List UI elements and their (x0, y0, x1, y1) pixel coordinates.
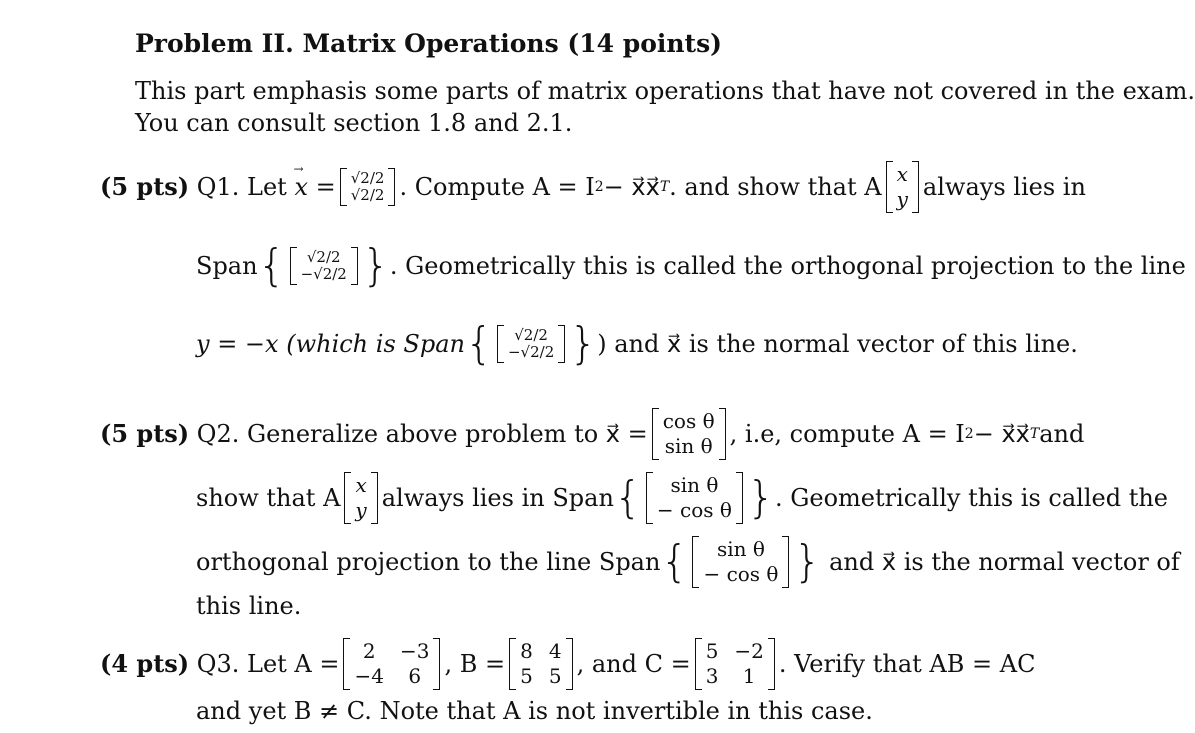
q1-x-entry-1: √2/2 (350, 168, 385, 187)
q1-line3-end: ) and x⃗ is the normal vector of this line. (597, 330, 1078, 358)
q2-xy-entry-1: x (355, 473, 367, 497)
q1-span2-entry-2: −√2/2 (507, 343, 555, 361)
q1-geometric: . Geometrically this is called the orthogonal projection to the line (389, 252, 1186, 280)
q1-span-label: Span (196, 252, 258, 280)
q2-ie: , i.e, compute A = I (729, 420, 965, 448)
q1-x-vector (340, 168, 396, 207)
intro-line-2: You can consult section 1.8 and 2.1. (135, 109, 573, 137)
q2-x-vector (652, 408, 726, 460)
x-vector-symbol: x → (294, 175, 308, 199)
q1-and-show: . and show that A (669, 173, 882, 201)
q2-line-1: (5 pts) Q2. Generalize above problem to x⃗ = cos θ sin θ , i.e, compute A = I 2 − x⃗x⃗ T and (100, 409, 1085, 458)
q1-line-2: Span { √2/2 −√2/2 } . Geometrically this is called the orthogonal projection to the line (196, 240, 1186, 291)
q2-span-entry-2: − cos θ (656, 498, 732, 522)
q2-line-2: show that A x y always lies in Span { sin θ − cos θ } . Geometrically this is called the (196, 472, 1169, 523)
c-entry-21: 3 (705, 664, 719, 688)
q2-span-entry-1: sin θ (670, 473, 719, 497)
a-entry-21: −4 (354, 664, 384, 688)
c-entry-12: −2 (734, 639, 764, 663)
q1-span-entry-2: −√2/2 (300, 265, 347, 283)
q3-verify: . Verify that AB = AC (778, 650, 1036, 678)
q3-c-label: , and C = (576, 650, 691, 678)
intro-line-1: This part emphasis some parts of matrix operations that have not covered in the exam. (135, 77, 1195, 105)
q1-always: always lies in (922, 173, 1086, 201)
b-entry-12: 4 (548, 639, 562, 663)
q2-line3-end: and x⃗ is the normal vector of (829, 548, 1180, 576)
q1-compute-tail: − x⃗x⃗ (603, 173, 660, 201)
q2-span2-entry-2: − cos θ (703, 562, 779, 586)
q1-xy-entry-1: x (896, 162, 908, 186)
b-entry-22: 5 (548, 664, 562, 688)
q2-span-vector (646, 472, 743, 524)
q1-line-3: y = −x (which is Span { √2/2 −√2/2 } ) and x⃗ is the normal vector of this line. (196, 318, 1078, 369)
q2-span2-entry-1: sin θ (716, 537, 765, 561)
c-entry-11: 5 (705, 639, 719, 663)
q3-line-1 (100, 634, 1035, 694)
q2-xy-vector (344, 472, 377, 524)
matrix-b (509, 638, 572, 690)
q2-and: and (1039, 420, 1085, 448)
b-entry-11: 8 (520, 639, 533, 663)
q2-always: always lies in Span (381, 484, 614, 512)
problem-title: Problem II. Matrix Operations (14 points) (135, 29, 722, 58)
q1-x-entry-2: √2/2 (350, 186, 385, 204)
q2-line-4: this line. (196, 592, 302, 620)
q1-compute: . Compute A = I (399, 173, 595, 201)
q1-line-1: (5 pts) Q1. Let x → = √2/2 √2/2 . Compute A = I 2 − x⃗x⃗ T . and show that A x y always lies in (100, 152, 1086, 222)
matrix-a (343, 638, 440, 690)
q2-show: show that A (196, 484, 341, 512)
a-entry-11: 2 (362, 639, 376, 663)
a-entry-22: 6 (408, 664, 422, 688)
matrix-c (695, 638, 775, 690)
q1-xy-vector (886, 161, 919, 213)
q2-geometric: . Geometrically this is called the (774, 484, 1169, 512)
a-entry-12: −3 (399, 639, 430, 663)
q2-x-entry-1: cos θ (662, 409, 715, 433)
q1-span-entry-1: √2/2 (306, 247, 341, 266)
q1-equals: = (315, 173, 336, 201)
q1-label: Q1. Let (196, 173, 287, 201)
c-entry-22: 1 (742, 664, 756, 688)
b-entry-21: 5 (520, 664, 533, 688)
q2-ie-tail: − x⃗x⃗ (973, 420, 1030, 448)
q1-span-vector-2 (497, 325, 565, 364)
q1-xy-entry-2: y (896, 187, 908, 211)
q2-x-entry-2: sin θ (664, 434, 713, 458)
q2-line3-start: orthogonal projection to the line Span (196, 548, 661, 576)
q2-points: (5 pts) (100, 419, 190, 448)
q2-xy-entry-2: y (355, 498, 367, 522)
q3-points: (4 pts) (100, 649, 190, 678)
q3-b-label: , B = (444, 650, 506, 678)
q2-span-vector-2 (692, 536, 789, 588)
q2-label: Q2. Generalize above problem to x⃗ = (196, 420, 648, 448)
q3-line-2: and yet B ≠ C. Note that A is not invertible in this case. (196, 697, 873, 725)
q1-span2-entry-1: √2/2 (514, 325, 548, 344)
q3-label: Q3. Let A = (196, 650, 340, 678)
q2-line-3: orthogonal projection to the line Span { sin θ − cos θ } and x⃗ is the normal vector of (196, 536, 1180, 587)
q1-span-vector (290, 247, 358, 286)
q1-line3-start: y = −x (which is Span (196, 330, 465, 358)
q1-points: (5 pts) (100, 172, 190, 201)
